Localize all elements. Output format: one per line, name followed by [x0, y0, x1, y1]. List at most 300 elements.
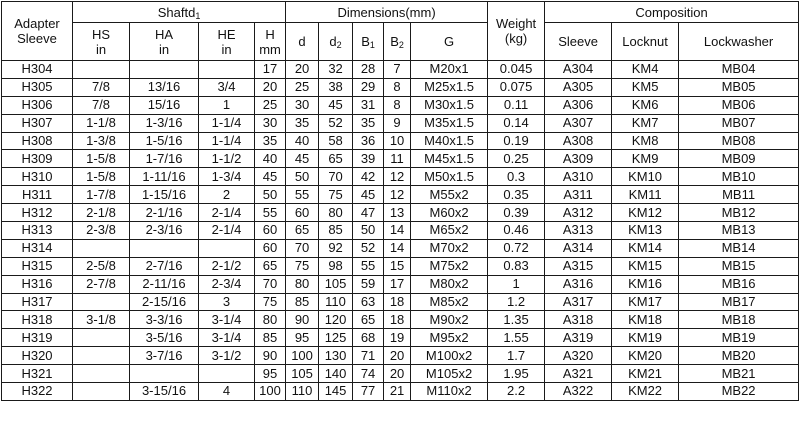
b2-cell: 14 [384, 222, 411, 240]
he-cell: 4 [199, 383, 255, 401]
table-row [2, 78, 799, 96]
b2-cell: 19 [384, 329, 411, 347]
hs-cell: 3-1/8 [73, 311, 130, 329]
d2-cell: 58 [319, 132, 353, 150]
d2-cell: 125 [319, 329, 353, 347]
sleeve-cell: A322 [545, 383, 612, 401]
locknut-cell: KM19 [612, 329, 679, 347]
g-cell: M30x1.5 [411, 96, 488, 114]
lockwasher-cell: MB18 [679, 311, 799, 329]
adapter-sleeve-cell: H307 [2, 114, 73, 132]
b2-cell: 20 [384, 365, 411, 383]
b2-cell: 12 [384, 168, 411, 186]
he-cell: 1-3/4 [199, 168, 255, 186]
ha-cell: 2-1/16 [130, 204, 199, 222]
locknut-cell: KM20 [612, 347, 679, 365]
hs-cell [73, 365, 130, 383]
hs-cell: 7/8 [73, 96, 130, 114]
d2-cell: 65 [319, 150, 353, 168]
locknut-cell: KM5 [612, 78, 679, 96]
b2-cell: 14 [384, 239, 411, 257]
he-cell: 2-1/4 [199, 204, 255, 222]
d-cell: 110 [286, 383, 319, 401]
shaft-header: Shaftd$_1$ [73, 2, 286, 23]
header-row-sub [2, 23, 799, 61]
hs-cell: 2-5/8 [73, 257, 130, 275]
d2-cell: 98 [319, 257, 353, 275]
d-cell: 65 [286, 222, 319, 240]
h-cell: 60 [255, 239, 286, 257]
he-cell: 3 [199, 293, 255, 311]
b1-cell: 71 [353, 347, 384, 365]
hs-cell: 1-5/8 [73, 150, 130, 168]
ha-cell: 13/16 [130, 78, 199, 96]
b1-cell: 50 [353, 222, 384, 240]
g-cell: M95x2 [411, 329, 488, 347]
adapter-sleeve-cell: H310 [2, 168, 73, 186]
ha-cell: 1-11/16 [130, 168, 199, 186]
b1-cell: 63 [353, 293, 384, 311]
he-cell: 2 [199, 186, 255, 204]
d2-header: $d_2$ [319, 23, 353, 61]
he-header: HE in [199, 23, 255, 61]
ha-cell: 15/16 [130, 96, 199, 114]
adapter-sleeve-cell: H319 [2, 329, 73, 347]
d-cell: 35 [286, 114, 319, 132]
locknut-cell: KM15 [612, 257, 679, 275]
he-cell: 1-1/2 [199, 150, 255, 168]
b1-cell: 45 [353, 186, 384, 204]
d-cell: 85 [286, 293, 319, 311]
adapter-sleeve-cell: H313 [2, 222, 73, 240]
lockwasher-cell: MB12 [679, 204, 799, 222]
sleeve-cell: A316 [545, 275, 612, 293]
sleeve-cell: A305 [545, 78, 612, 96]
d2-cell: 105 [319, 275, 353, 293]
d-cell: 55 [286, 186, 319, 204]
b1-cell: 35 [353, 114, 384, 132]
b2-cell: 18 [384, 293, 411, 311]
lockwasher-cell: MB15 [679, 257, 799, 275]
sleeve-cell: A318 [545, 311, 612, 329]
ha-cell: 1-5/16 [130, 132, 199, 150]
adapter-sleeve-cell: H305 [2, 78, 73, 96]
hs-cell [73, 383, 130, 401]
b2-cell: 10 [384, 132, 411, 150]
g-cell: M50x1.5 [411, 168, 488, 186]
table-row [2, 275, 799, 293]
b1-header: $B_1$ [353, 23, 384, 61]
d2-cell: 130 [319, 347, 353, 365]
b2-cell: 12 [384, 186, 411, 204]
d-cell: 25 [286, 78, 319, 96]
lockwasher-cell: MB14 [679, 239, 799, 257]
weight-cell: 2.2 [488, 383, 545, 401]
g-cell: M60x2 [411, 204, 488, 222]
h-cell: 85 [255, 329, 286, 347]
lockwasher-cell: MB13 [679, 222, 799, 240]
lockwasher-cell: MB20 [679, 347, 799, 365]
h-cell: 20 [255, 78, 286, 96]
adapter-sleeve-cell: H309 [2, 150, 73, 168]
d2-cell: 110 [319, 293, 353, 311]
weight-cell: 0.3 [488, 168, 545, 186]
h-cell: 17 [255, 61, 286, 79]
g-cell: M105x2 [411, 365, 488, 383]
table-row [2, 132, 799, 150]
g-cell: M20x1 [411, 61, 488, 79]
hs-cell: 7/8 [73, 78, 130, 96]
weight-cell: 1.95 [488, 365, 545, 383]
table-row [2, 329, 799, 347]
h-cell: 45 [255, 168, 286, 186]
hs-cell [73, 347, 130, 365]
locknut-cell: KM18 [612, 311, 679, 329]
locknut-cell: KM14 [612, 239, 679, 257]
b2-cell: 17 [384, 275, 411, 293]
b2-cell: 13 [384, 204, 411, 222]
weight-cell: 0.39 [488, 204, 545, 222]
h-cell: 65 [255, 257, 286, 275]
h-cell: 60 [255, 222, 286, 240]
d2-cell: 52 [319, 114, 353, 132]
ha-cell: 3-3/16 [130, 311, 199, 329]
d-cell: 90 [286, 311, 319, 329]
hs-cell: 1-3/8 [73, 132, 130, 150]
g-cell: M40x1.5 [411, 132, 488, 150]
weight-cell: 0.11 [488, 96, 545, 114]
b1-cell: 74 [353, 365, 384, 383]
b2-cell: 20 [384, 347, 411, 365]
b1-cell: 36 [353, 132, 384, 150]
he-cell [199, 61, 255, 79]
table-row [2, 222, 799, 240]
lockwasher-cell: MB11 [679, 186, 799, 204]
lockwasher-cell: MB04 [679, 61, 799, 79]
b2-cell: 21 [384, 383, 411, 401]
adapter-sleeve-table [1, 1, 799, 401]
sleeve-cell: A313 [545, 222, 612, 240]
d-cell: 40 [286, 132, 319, 150]
d2-cell: 45 [319, 96, 353, 114]
hs-cell [73, 329, 130, 347]
adapter-sleeve-cell: H318 [2, 311, 73, 329]
table-row [2, 383, 799, 401]
hs-cell: 1-1/8 [73, 114, 130, 132]
d2-cell: 120 [319, 311, 353, 329]
locknut-header: Locknut [612, 23, 679, 61]
weight-cell: 1.35 [488, 311, 545, 329]
h-cell: 75 [255, 293, 286, 311]
ha-cell: 1-7/16 [130, 150, 199, 168]
table-row [2, 293, 799, 311]
sleeve-cell: A320 [545, 347, 612, 365]
hs-cell: 2-1/8 [73, 204, 130, 222]
weight-cell: 0.72 [488, 239, 545, 257]
ha-cell [130, 61, 199, 79]
d-cell: 75 [286, 257, 319, 275]
d2-cell: 85 [319, 222, 353, 240]
lockwasher-header: Lockwasher [679, 23, 799, 61]
lockwasher-cell: MB17 [679, 293, 799, 311]
he-cell: 1-1/4 [199, 114, 255, 132]
d2-cell: 75 [319, 186, 353, 204]
b2-header: $B_2$ [384, 23, 411, 61]
table-row [2, 257, 799, 275]
he-cell: 3-1/4 [199, 311, 255, 329]
h-cell: 95 [255, 365, 286, 383]
d2-cell: 38 [319, 78, 353, 96]
locknut-cell: KM6 [612, 96, 679, 114]
weight-cell: 0.045 [488, 61, 545, 79]
he-cell: 1-1/4 [199, 132, 255, 150]
h-cell: 50 [255, 186, 286, 204]
header-row-top [2, 2, 799, 23]
locknut-cell: KM21 [612, 365, 679, 383]
b2-cell: 8 [384, 96, 411, 114]
d-cell: 20 [286, 61, 319, 79]
table-row [2, 347, 799, 365]
b1-cell: 55 [353, 257, 384, 275]
table-row [2, 186, 799, 204]
g-cell: M85x2 [411, 293, 488, 311]
g-header: G [411, 23, 488, 61]
adapter-sleeve-cell: H315 [2, 257, 73, 275]
sleeve-cell: A321 [545, 365, 612, 383]
b2-cell: 18 [384, 311, 411, 329]
adapter-sleeve-cell: H304 [2, 61, 73, 79]
hs-cell: 2-7/8 [73, 275, 130, 293]
weight-cell: 0.25 [488, 150, 545, 168]
adapter-sleeve-cell: H321 [2, 365, 73, 383]
g-cell: M110x2 [411, 383, 488, 401]
locknut-cell: KM22 [612, 383, 679, 401]
lockwasher-cell: MB19 [679, 329, 799, 347]
table-row [2, 61, 799, 79]
sleeve-cell: A317 [545, 293, 612, 311]
adapter-sleeve-cell: H311 [2, 186, 73, 204]
b1-cell: 39 [353, 150, 384, 168]
h-header: H mm [255, 23, 286, 61]
d-cell: 70 [286, 239, 319, 257]
b1-cell: 47 [353, 204, 384, 222]
sleeve-cell: A312 [545, 204, 612, 222]
sleeve-cell: A311 [545, 186, 612, 204]
g-cell: M90x2 [411, 311, 488, 329]
d-cell: 30 [286, 96, 319, 114]
d2-cell: 70 [319, 168, 353, 186]
ha-cell: 3-7/16 [130, 347, 199, 365]
d-cell: 100 [286, 347, 319, 365]
d2-cell: 32 [319, 61, 353, 79]
d2-cell: 92 [319, 239, 353, 257]
table-row [2, 311, 799, 329]
dimensions-header: Dimensions(mm) [286, 2, 488, 23]
ha-cell: 3-5/16 [130, 329, 199, 347]
sleeve-cell: A314 [545, 239, 612, 257]
d2-cell: 145 [319, 383, 353, 401]
hs-cell: 2-3/8 [73, 222, 130, 240]
g-cell: M80x2 [411, 275, 488, 293]
locknut-cell: KM4 [612, 61, 679, 79]
he-cell [199, 365, 255, 383]
d-cell: 80 [286, 275, 319, 293]
weight-cell: 0.35 [488, 186, 545, 204]
h-cell: 25 [255, 96, 286, 114]
b2-cell: 15 [384, 257, 411, 275]
table-row [2, 114, 799, 132]
sleeve-cell: A308 [545, 132, 612, 150]
b1-cell: 68 [353, 329, 384, 347]
h-cell: 40 [255, 150, 286, 168]
g-cell: M75x2 [411, 257, 488, 275]
g-cell: M45x1.5 [411, 150, 488, 168]
adapter-sleeve-header: Adapter Sleeve [2, 2, 73, 61]
weight-cell: 1.2 [488, 293, 545, 311]
weight-header: Weight (kg) [488, 2, 545, 61]
locknut-cell: KM8 [612, 132, 679, 150]
locknut-cell: KM12 [612, 204, 679, 222]
he-cell: 2-3/4 [199, 275, 255, 293]
g-cell: M55x2 [411, 186, 488, 204]
ha-cell: 2-15/16 [130, 293, 199, 311]
ha-cell: 2-7/16 [130, 257, 199, 275]
b2-cell: 7 [384, 61, 411, 79]
b2-cell: 11 [384, 150, 411, 168]
he-cell: 3-1/4 [199, 329, 255, 347]
lockwasher-cell: MB21 [679, 365, 799, 383]
sleeve-cell: A306 [545, 96, 612, 114]
sleeve-cell: A319 [545, 329, 612, 347]
table-row [2, 204, 799, 222]
h-cell: 35 [255, 132, 286, 150]
weight-cell: 0.83 [488, 257, 545, 275]
ha-cell: 3-15/16 [130, 383, 199, 401]
g-cell: M25x1.5 [411, 78, 488, 96]
hs-cell [73, 61, 130, 79]
hs-cell: 1-5/8 [73, 168, 130, 186]
lockwasher-cell: MB07 [679, 114, 799, 132]
table-row [2, 365, 799, 383]
sleeve-cell: A310 [545, 168, 612, 186]
d-header: d [286, 23, 319, 61]
b2-cell: 8 [384, 78, 411, 96]
g-cell: M35x1.5 [411, 114, 488, 132]
b1-cell: 52 [353, 239, 384, 257]
he-cell [199, 239, 255, 257]
h-cell: 30 [255, 114, 286, 132]
table-row [2, 239, 799, 257]
lockwasher-cell: MB08 [679, 132, 799, 150]
lockwasher-cell: MB16 [679, 275, 799, 293]
he-cell: 2-1/4 [199, 222, 255, 240]
adapter-sleeve-cell: H308 [2, 132, 73, 150]
adapter-sleeve-cell: H312 [2, 204, 73, 222]
d-cell: 60 [286, 204, 319, 222]
weight-cell: 0.14 [488, 114, 545, 132]
ha-cell: 1-15/16 [130, 186, 199, 204]
g-cell: M70x2 [411, 239, 488, 257]
adapter-sleeve-cell: H320 [2, 347, 73, 365]
b1-cell: 59 [353, 275, 384, 293]
b1-cell: 77 [353, 383, 384, 401]
d-cell: 45 [286, 150, 319, 168]
sleeve-header: Sleeve [545, 23, 612, 61]
adapter-sleeve-cell: H316 [2, 275, 73, 293]
table-row [2, 150, 799, 168]
weight-cell: 1 [488, 275, 545, 293]
table-body [2, 61, 799, 401]
locknut-cell: KM17 [612, 293, 679, 311]
locknut-cell: KM13 [612, 222, 679, 240]
he-cell: 3-1/2 [199, 347, 255, 365]
h-cell: 70 [255, 275, 286, 293]
b1-cell: 31 [353, 96, 384, 114]
d-cell: 95 [286, 329, 319, 347]
lockwasher-cell: MB05 [679, 78, 799, 96]
g-cell: M100x2 [411, 347, 488, 365]
h-cell: 80 [255, 311, 286, 329]
ha-header: HA in [130, 23, 199, 61]
b1-cell: 42 [353, 168, 384, 186]
hs-cell: 1-7/8 [73, 186, 130, 204]
h-cell: 90 [255, 347, 286, 365]
ha-cell: 2-11/16 [130, 275, 199, 293]
h-cell: 55 [255, 204, 286, 222]
he-cell: 3/4 [199, 78, 255, 96]
sleeve-cell: A304 [545, 61, 612, 79]
he-cell: 2-1/2 [199, 257, 255, 275]
locknut-cell: KM16 [612, 275, 679, 293]
composition-header: Composition [545, 2, 799, 23]
adapter-sleeve-cell: H322 [2, 383, 73, 401]
b1-cell: 29 [353, 78, 384, 96]
ha-cell: 2-3/16 [130, 222, 199, 240]
weight-cell: 1.55 [488, 329, 545, 347]
lockwasher-cell: MB22 [679, 383, 799, 401]
adapter-sleeve-cell: H314 [2, 239, 73, 257]
weight-cell: 0.075 [488, 78, 545, 96]
hs-cell [73, 239, 130, 257]
table-row [2, 168, 799, 186]
locknut-cell: KM10 [612, 168, 679, 186]
lockwasher-cell: MB09 [679, 150, 799, 168]
adapter-sleeve-cell: H306 [2, 96, 73, 114]
d-cell: 105 [286, 365, 319, 383]
ha-cell: 1-3/16 [130, 114, 199, 132]
lockwasher-cell: MB06 [679, 96, 799, 114]
ha-cell [130, 365, 199, 383]
lockwasher-cell: MB10 [679, 168, 799, 186]
weight-cell: 1.7 [488, 347, 545, 365]
b2-cell: 9 [384, 114, 411, 132]
he-cell: 1 [199, 96, 255, 114]
hs-cell [73, 293, 130, 311]
g-cell: M65x2 [411, 222, 488, 240]
adapter-sleeve-cell: H317 [2, 293, 73, 311]
table-row [2, 96, 799, 114]
b1-cell: 65 [353, 311, 384, 329]
sleeve-cell: A307 [545, 114, 612, 132]
sleeve-cell: A315 [545, 257, 612, 275]
d2-cell: 140 [319, 365, 353, 383]
weight-cell: 0.19 [488, 132, 545, 150]
locknut-cell: KM7 [612, 114, 679, 132]
d-cell: 50 [286, 168, 319, 186]
ha-cell [130, 239, 199, 257]
weight-cell: 0.46 [488, 222, 545, 240]
locknut-cell: KM9 [612, 150, 679, 168]
